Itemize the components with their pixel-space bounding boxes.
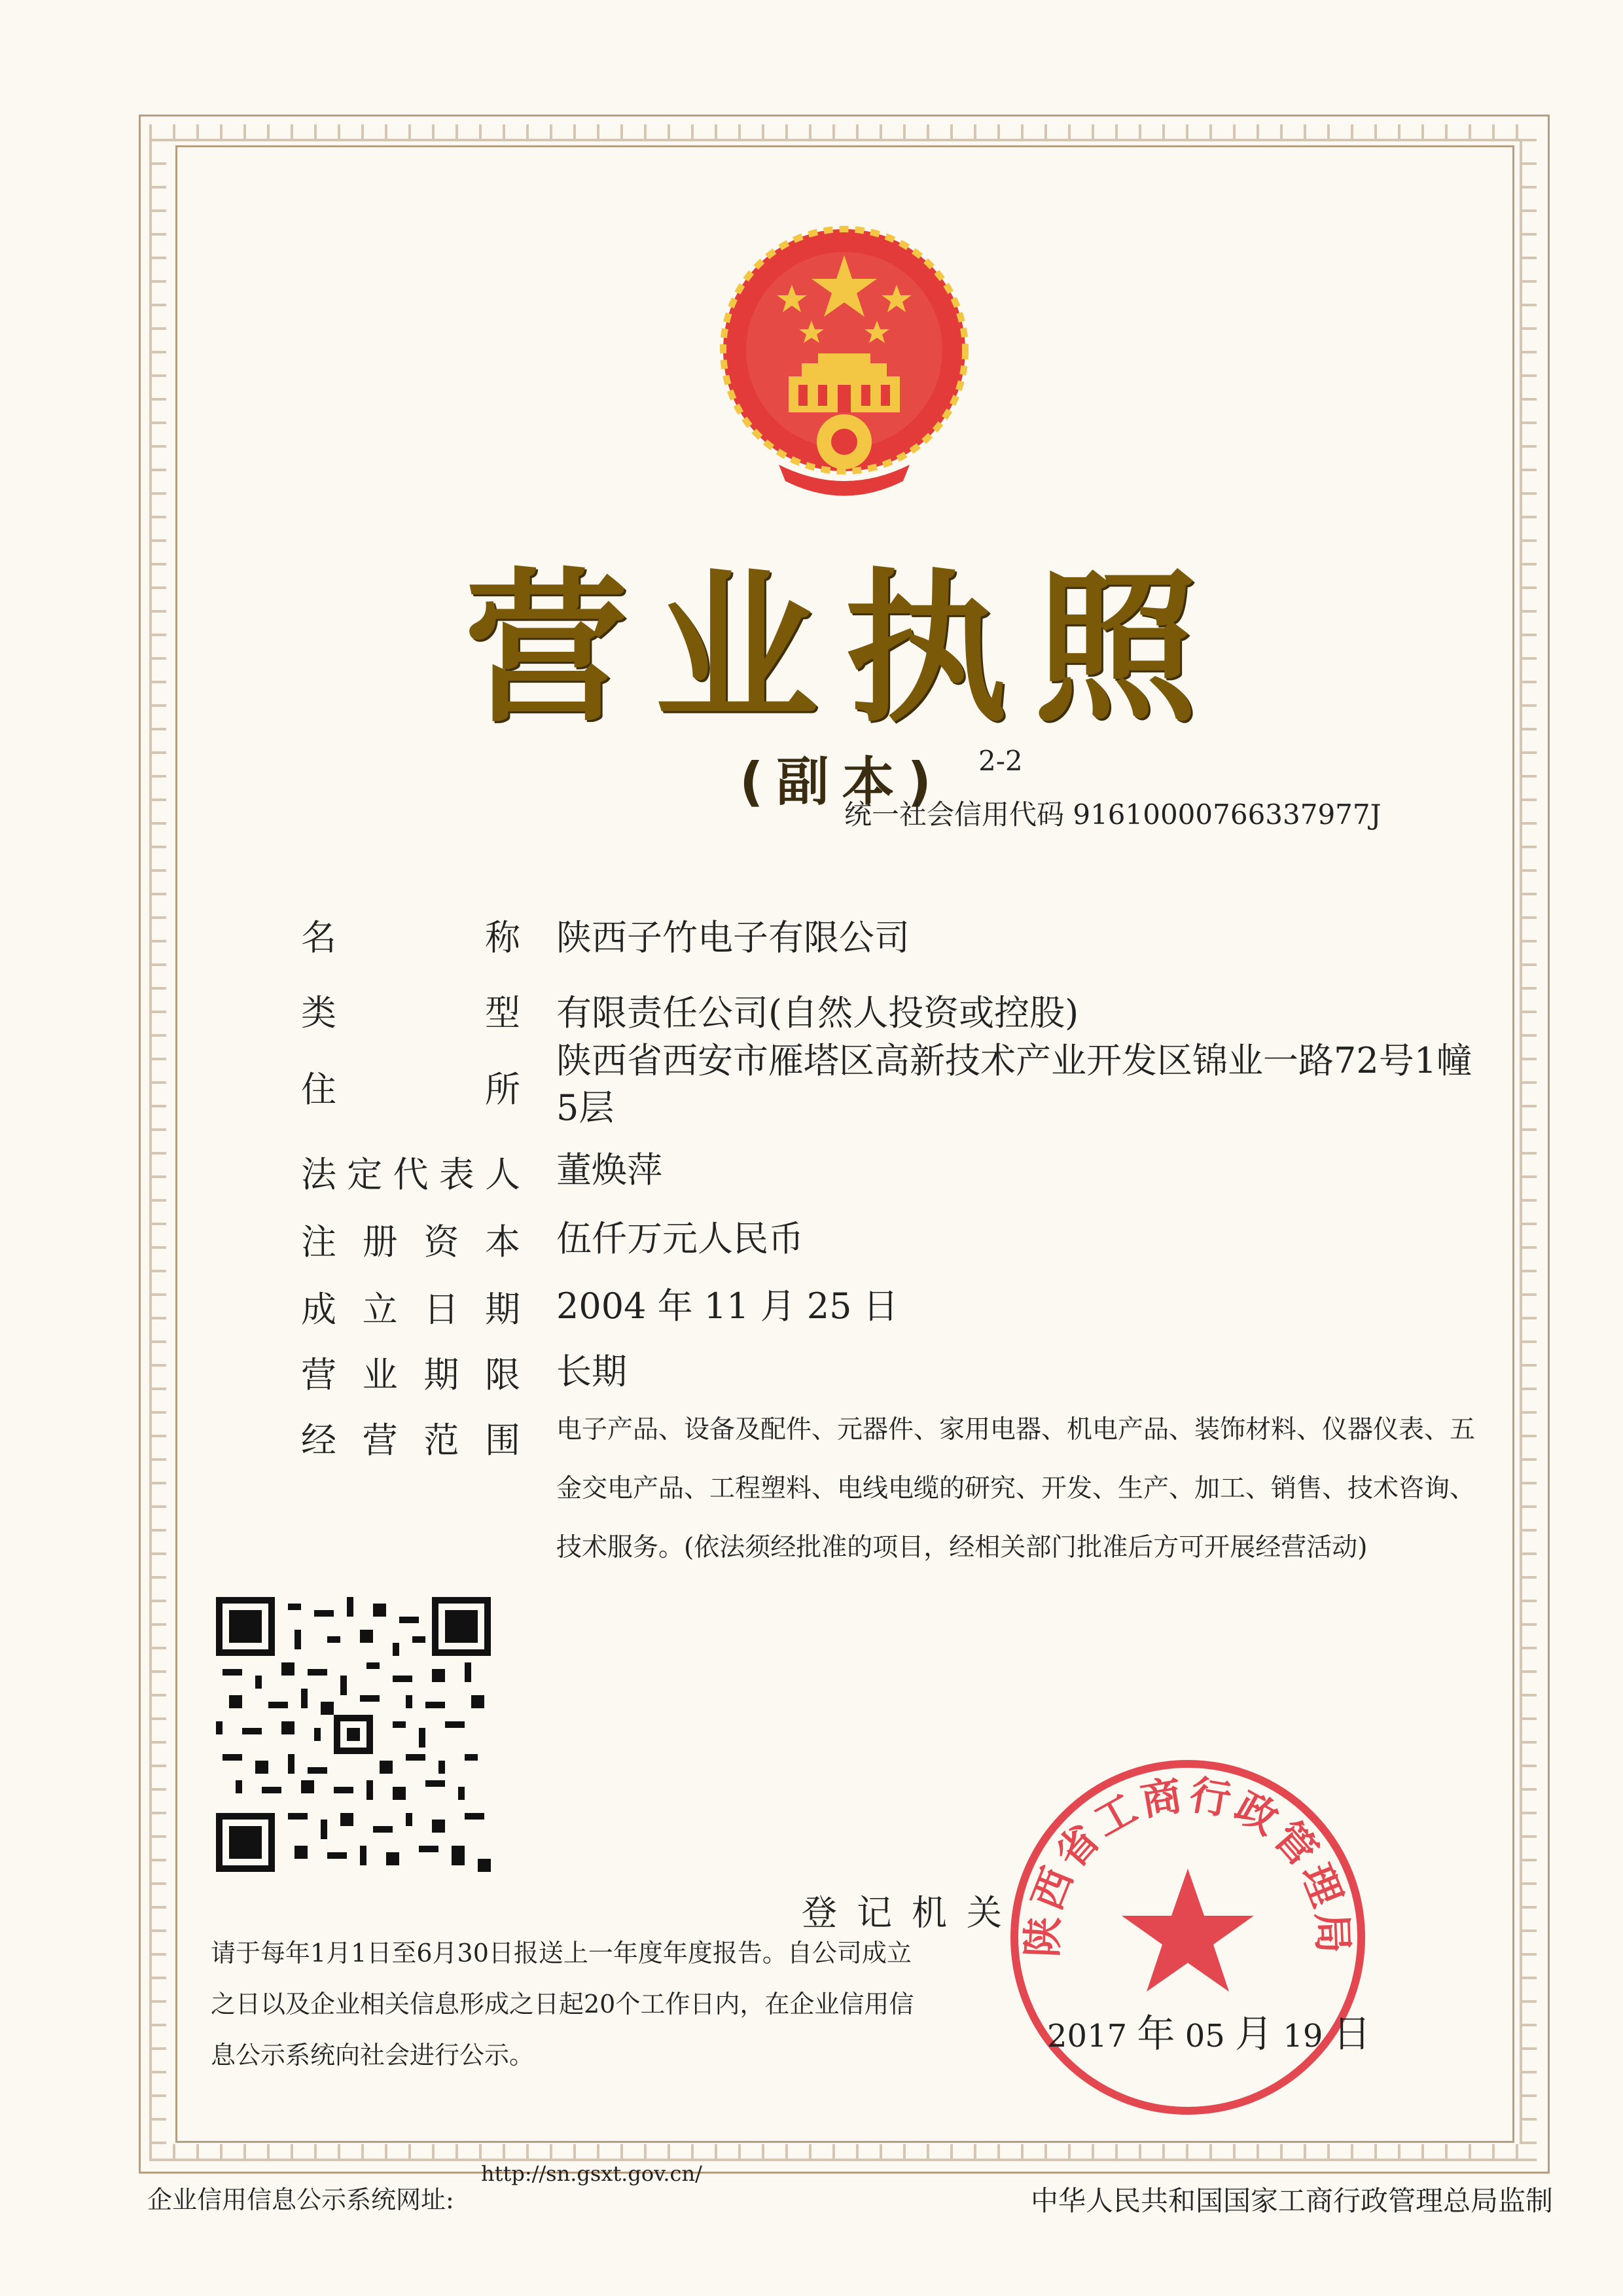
registration-authority-label: 登记机关 — [802, 1892, 1022, 1933]
border-pattern-left — [149, 141, 166, 2144]
label-scope: 经 营 范 围 — [301, 1420, 520, 1461]
legal-representative: 董焕萍 — [556, 1149, 662, 1191]
issue-month: 05 — [1185, 2018, 1225, 2054]
label-type: 类 型 — [301, 992, 520, 1033]
issue-date: 2017 年 05 月 19 日 — [1047, 2011, 1371, 2056]
svg-text:陕西省工商行政管理局: 陕西省工商行政管理局 — [1018, 1770, 1358, 1958]
system-url[interactable]: http://sn.gsxt.gov.cn/ — [481, 2161, 702, 2186]
issue-day: 19 — [1283, 2018, 1323, 2054]
qr-code — [216, 1597, 491, 1872]
established-date: 2004 年 11 月 25 日 — [556, 1285, 899, 1327]
label-term: 营 业 期 限 — [301, 1354, 520, 1395]
system-label: 企业信用信息公示系统网址: — [147, 2185, 454, 2214]
official-seal-icon — [995, 1744, 1381, 2130]
border-pattern-top — [149, 124, 1537, 141]
border-pattern-bottom — [149, 2144, 1537, 2161]
document-title: 营业执照 — [465, 554, 1224, 744]
issue-year: 2017 — [1047, 2018, 1128, 2054]
company-name: 陕西子竹电子有限公司 — [556, 917, 910, 958]
business-scope: 电子产品、设备及配件、元器件、家用电器、机电产品、装饰材料、仪器仪表、五金交电产品、工程塑料、电线电缆的研究、开发、生产、加工、销售、技术咨询、技术服务。(依法须经批准的项目，经相关部门批准后方可开展经营活动) — [556, 1415, 1476, 1562]
label-capital: 注 册 资 本 — [301, 1221, 520, 1263]
document-subtitle: (副本) — [740, 751, 945, 812]
annual-report-notice: 请于每年1月1日至6月30日报送上一年度年度报告。自公司成立之日以及企业相关信息形成之日起20个工作日内，在企业信用信息公示系统向社会进行公示。 — [211, 1939, 914, 2070]
registered-capital: 伍仟万元人民币 — [556, 1218, 804, 1259]
national-emblem-icon — [707, 216, 982, 504]
border-pattern-right — [1520, 141, 1537, 2144]
label-legal-rep: 法 定 代 表 人 — [301, 1154, 520, 1195]
supervisor-text: 中华人民共和国国家工商行政管理总局监制 — [1031, 2185, 1554, 2217]
label-address: 住 所 — [301, 1069, 520, 1110]
business-term: 长期 — [556, 1351, 627, 1392]
unified-credit-code: 统一社会信用代码 91610000766337977J — [844, 798, 1382, 831]
copy-number: 2-2 — [978, 745, 1023, 777]
company-address: 陕西省西安市雁塔区高新技术产业开发区锦业一路72号1幢5层 — [556, 1040, 1472, 1128]
label-established-date: 成 立 日 期 — [301, 1289, 520, 1330]
company-type: 有限责任公司(自然人投资或控股) — [556, 992, 1079, 1033]
label-name: 名 称 — [301, 917, 520, 958]
